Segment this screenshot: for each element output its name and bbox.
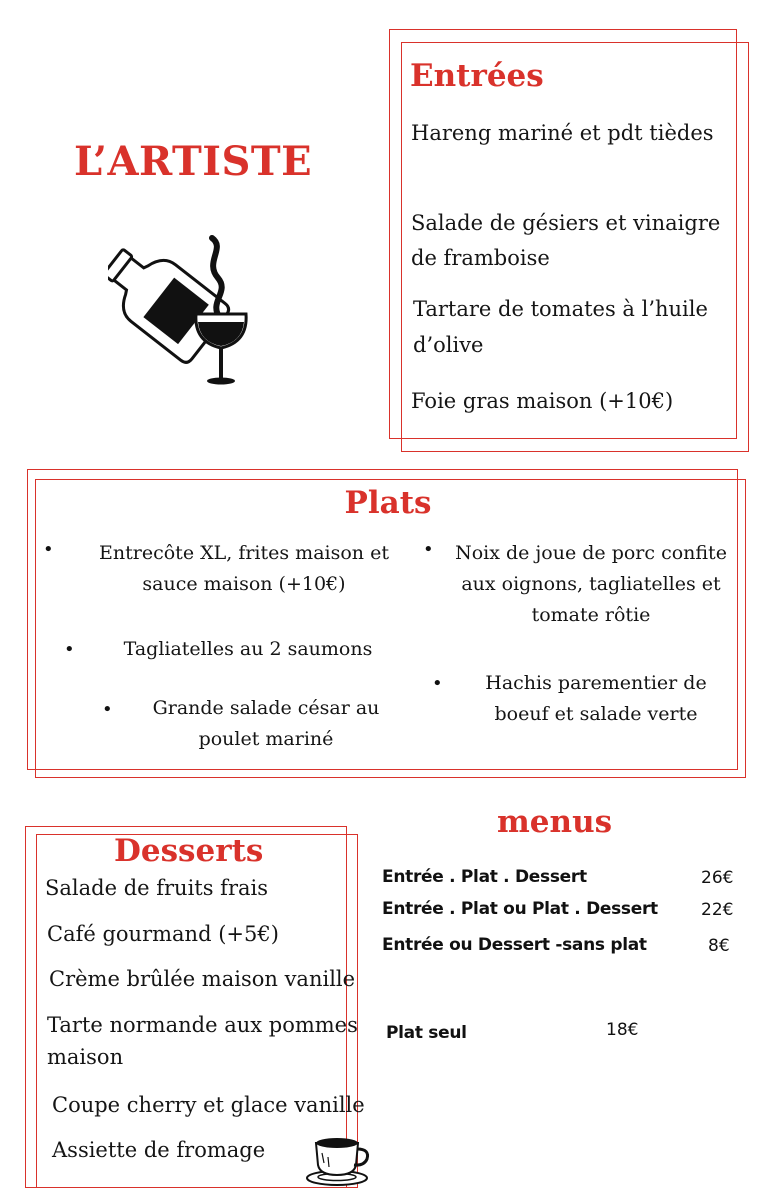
- plat-item: Tagliatelles au 2 saumons: [123, 638, 373, 660]
- menu-label: Plat seul: [386, 1023, 467, 1043]
- entrees-title: Entrées: [410, 58, 544, 94]
- bullet: •: [432, 673, 443, 694]
- entree-item: d’olive: [413, 333, 484, 357]
- entree-item: Foie gras maison (+10€): [411, 389, 674, 413]
- bullet: •: [102, 699, 113, 720]
- plat-item: Entrecôte XL, frites maison et sauce maison (+10€): [99, 542, 389, 595]
- dessert-item: maison: [47, 1045, 124, 1069]
- bullet: •: [64, 639, 75, 660]
- bullet: •: [43, 539, 54, 560]
- menu-price: 8€: [708, 936, 730, 956]
- entree-item: Salade de gésiers et vinaigre: [411, 211, 721, 235]
- restaurant-name: L’ARTISTE: [74, 138, 313, 185]
- dessert-item: Salade de fruits frais: [45, 876, 269, 900]
- coffee-cup-icon: [304, 1133, 374, 1188]
- menu-price: 26€: [701, 868, 734, 888]
- plat-item: Grande salade césar au poulet mariné: [152, 697, 380, 750]
- menus-title: menus: [497, 804, 613, 840]
- dessert-item: Café gourmand (+5€): [47, 922, 279, 946]
- menu-label: Entrée . Plat ou Plat . Dessert: [382, 899, 658, 919]
- entree-item: Tartare de tomates à l’huile: [413, 297, 708, 321]
- dessert-item: Tarte normande aux pommes: [47, 1013, 358, 1037]
- plat-item: Noix de joue de porc confite aux oignons, tagliatelles et tomate rôtie: [455, 542, 727, 626]
- desserts-title: Desserts: [114, 833, 264, 869]
- menu-price: 22€: [701, 900, 734, 920]
- dessert-item: Crème brûlée maison vanille: [49, 967, 356, 991]
- menu-label: Entrée ou Dessert -sans plat: [382, 935, 647, 955]
- menu-label: Entrée . Plat . Dessert: [382, 867, 587, 887]
- bullet: •: [423, 539, 434, 560]
- wine-bottle-pouring-icon: [108, 226, 253, 388]
- plat-item: Hachis parementier de boeuf et salade verte: [485, 672, 707, 725]
- menu-price: 18€: [606, 1020, 639, 1040]
- dessert-item: Coupe cherry et glace vanille: [52, 1093, 365, 1117]
- plats-title: Plats: [344, 485, 432, 521]
- dessert-item: Assiette de fromage: [52, 1138, 266, 1162]
- entree-item: Hareng mariné et pdt tièdes: [411, 121, 714, 145]
- entree-item: de framboise: [411, 246, 550, 270]
